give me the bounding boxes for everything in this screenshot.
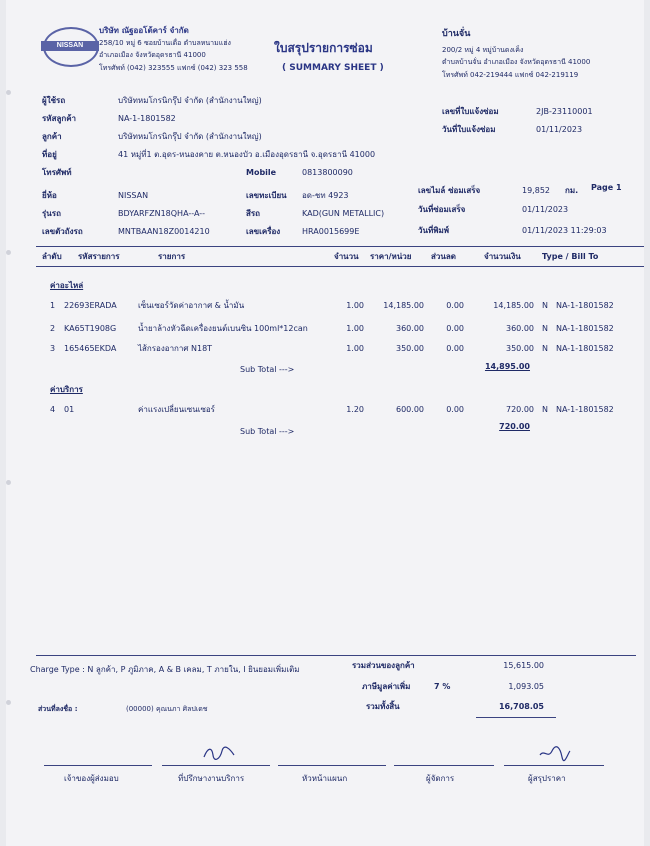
recipient-address-1: 200/2 หมู่ 4 หมู่บ้านดงเค็ง	[442, 46, 524, 54]
client-label: ลูกค้า	[42, 132, 62, 141]
service-subtotal-value: 720.00	[499, 422, 530, 431]
row-bill-to: NA-1-1801582	[556, 301, 614, 310]
company-address-2: อำเภอเมือง จังหวัดอุดรธานี 41000	[99, 51, 206, 59]
brand-value: NISSAN	[118, 191, 149, 200]
mileage-value: 19,852	[522, 186, 550, 195]
col-amount: จำนวนเงิน	[484, 252, 521, 261]
total-label: รวมส่วนของลูกค้า	[352, 661, 415, 670]
row-qty: 1.00	[346, 301, 364, 310]
color-value: KAD(GUN METALLIC)	[302, 209, 385, 218]
row-no: 4	[50, 405, 56, 414]
signature-label-advisor: ที่ปรึกษางานบริการ	[178, 774, 245, 783]
recipient-phone: โทรศัพท์ 042-219444 แฟกซ์ 042-219119	[442, 71, 579, 79]
row-discount: 0.00	[446, 324, 464, 333]
col-discount: ส่วนลด	[431, 252, 456, 261]
mileage-unit: กม.	[565, 186, 579, 195]
logo-text: NISSAN	[41, 41, 99, 51]
grand-total-underline	[476, 717, 556, 718]
punch-hole	[6, 250, 11, 255]
job-no-value: 2JB-23110001	[536, 107, 593, 116]
doc-title-eng: ( SUMMARY SHEET )	[282, 63, 384, 73]
row-amount: 14,185.00	[493, 301, 534, 310]
row-type: N	[542, 405, 548, 414]
row-unit-price: 600.00	[396, 405, 424, 414]
color-label: สีรถ	[246, 209, 261, 218]
punch-hole	[6, 90, 11, 95]
row-discount: 0.00	[446, 344, 464, 353]
job-date-label: วันที่ใบแจ้งซ่อม	[442, 125, 496, 134]
company-address-1: 258/10 หมู่ 6 ซอยบ้านเดื่อ ตำบลหนามแฮ่ง	[99, 39, 231, 47]
row-discount: 0.00	[446, 301, 464, 310]
grand-total-label: รวมทั้งสิ้น	[366, 702, 400, 711]
payer-label: ผู้ใช้รถ	[42, 96, 66, 105]
company-name: บริษัท ณัฐออโต้คาร์ จำกัด	[99, 26, 189, 35]
total-value: 15,615.00	[503, 661, 544, 670]
parts-subtotal-value: 14,895.00	[484, 362, 530, 371]
signature-label-pricing: ผู้สรุปราคา	[528, 774, 566, 783]
row-type: N	[542, 324, 548, 333]
row-code: 22693ERADA	[64, 301, 117, 310]
row-no: 2	[50, 324, 56, 333]
engine-value: HRA0015699E	[302, 227, 360, 236]
row-qty: 1.00	[346, 324, 364, 333]
signature-line	[394, 765, 494, 766]
repair-date-value: 01/11/2023	[522, 205, 569, 214]
totals-rule	[36, 655, 636, 656]
signature-line	[162, 765, 270, 766]
row-unit-price: 350.00	[396, 344, 424, 353]
parts-section-title: ค่าอะไหล่	[50, 281, 84, 290]
vat-value: 1,093.05	[508, 682, 544, 691]
mileage-label: เลขไมล์ ซ่อมเสร็จ	[418, 186, 481, 195]
row-unit-price: 360.00	[396, 324, 424, 333]
row-no: 3	[50, 344, 56, 353]
row-code: 165465EKDA	[64, 344, 117, 353]
phone-label: โทรศัพท์	[42, 168, 72, 177]
document-page	[6, 0, 644, 846]
col-type-bill: Type / Bill To	[542, 252, 599, 261]
plate-label: เลขทะเบียน	[246, 191, 287, 200]
client-value: บริษัทหมโกรนิกรุ๊ป จำกัด (สำนักงานใหญ่)	[118, 132, 262, 141]
vat-label: ภาษีมูลค่าเพิ่ม	[362, 682, 411, 691]
brand-label: ยี่ห้อ	[42, 191, 57, 200]
model-label: รุ่นรถ	[42, 209, 61, 218]
col-unit-price: ราคา/หน่วย	[370, 252, 412, 261]
signature-label-manager: ผู้จัดการ	[426, 774, 455, 783]
vin-label: เลขตัวถังรถ	[42, 227, 83, 236]
row-type: N	[542, 344, 548, 353]
row-discount: 0.00	[446, 405, 464, 414]
parts-subtotal-label: Sub Total --->	[240, 365, 295, 374]
vin-value: MNTBAAN18Z0014210	[118, 227, 210, 236]
signature-label-head: หัวหน้าแผนก	[302, 774, 348, 783]
service-section-title: ค่าบริการ	[50, 385, 83, 394]
row-qty: 1.00	[346, 344, 364, 353]
model-value: BDYARFZN18QHA--A--	[118, 209, 206, 218]
row-amount: 720.00	[506, 405, 534, 414]
row-no: 1	[50, 301, 56, 310]
doc-title-thai: ใบสรุปรายการซ่อม	[274, 41, 373, 55]
row-amount: 350.00	[506, 344, 534, 353]
company-phone: โทรศัพท์ (042) 323555 แฟกซ์ (042) 323 558	[99, 64, 248, 72]
col-code: รหัสรายการ	[78, 252, 120, 261]
signature-label-owner: เจ้าของผู้ส่งมอบ	[64, 774, 119, 783]
vat-rate: 7 %	[434, 682, 451, 691]
pricing-signature	[538, 745, 572, 763]
advisor-signature	[202, 745, 236, 763]
engine-label: เลขเครื่อง	[246, 227, 281, 236]
row-description: ไส้กรองอากาศ N18T	[138, 344, 213, 353]
row-type: N	[542, 301, 548, 310]
col-qty: จำนวน	[334, 252, 359, 261]
row-description: น้ำยาล้างหัวฉีดเครื่องยนต์เบนซิน 100ml*12can	[138, 324, 308, 333]
signature-line	[278, 765, 386, 766]
row-bill-to: NA-1-1801582	[556, 405, 614, 414]
grand-total-value: 16,708.05	[498, 702, 544, 711]
col-no: ลำดับ	[42, 252, 62, 261]
plate-value: อด-ชท 4923	[302, 191, 349, 200]
table-header-rule	[36, 266, 644, 267]
job-date-value: 01/11/2023	[536, 125, 583, 134]
row-qty: 1.20	[346, 405, 364, 414]
address-label: ที่อยู่	[42, 150, 57, 159]
address-value: 41 หมู่ที่1 ต.อุดร-หนองคาย ต.หนองบัว อ.เมืองอุดรธานี จ.อุดรธานี 41000	[118, 150, 376, 159]
row-bill-to: NA-1-1801582	[556, 344, 614, 353]
mobile-label: Mobile	[246, 168, 277, 177]
advisor-label: ส่วนที่ลงชื่อ :	[38, 705, 78, 713]
row-bill-to: NA-1-1801582	[556, 324, 614, 333]
charge-type-note: Charge Type : N ลูกค้า, P ภูมิภาค, A & B เคลม, T ภายใน, I ยินยอมเพิ่มเติม	[30, 665, 300, 674]
customer-code-value: NA-1-1801582	[118, 114, 176, 123]
row-unit-price: 14,185.00	[383, 301, 424, 310]
row-description: ค่าแรงเปลี่ยนเซนเซอร์	[138, 405, 215, 414]
signature-line	[504, 765, 604, 766]
mobile-value: 0813800090	[302, 168, 353, 177]
col-description: รายการ	[158, 252, 186, 261]
table-top-rule	[36, 246, 644, 247]
signature-line	[44, 765, 152, 766]
punch-hole	[6, 480, 11, 485]
recipient-address-2: ตำบลบ้านจั่น อำเภอเมือง จังหวัดอุดรธานี 41000	[442, 58, 591, 66]
row-code: KA65T1908G	[64, 324, 117, 333]
punch-hole	[6, 700, 11, 705]
print-date-label: วันที่พิมพ์	[418, 226, 450, 235]
repair-date-label: วันที่ซ่อมเสร็จ	[418, 205, 466, 214]
print-date-value: 01/11/2023 11:29:03	[522, 226, 607, 235]
service-subtotal-label: Sub Total --->	[240, 427, 295, 436]
row-description: เซ็นเซอร์วัดค่าอากาศ & น้ำมัน	[138, 301, 245, 310]
page-number: Page 1	[591, 183, 622, 192]
advisor-value: (00000) คุณนภา ศิลปเดช	[126, 705, 208, 713]
customer-code-label: รหัสลูกค้า	[42, 114, 77, 123]
nissan-logo	[43, 27, 99, 67]
row-amount: 360.00	[506, 324, 534, 333]
job-no-label: เลขที่ใบแจ้งซ่อม	[442, 107, 499, 116]
recipient-title: บ้านจั่น	[442, 29, 471, 39]
payer-value: บริษัทหมโกรนิกรุ๊ป จำกัด (สำนักงานใหญ่)	[118, 96, 262, 105]
row-code: 01	[64, 405, 75, 414]
